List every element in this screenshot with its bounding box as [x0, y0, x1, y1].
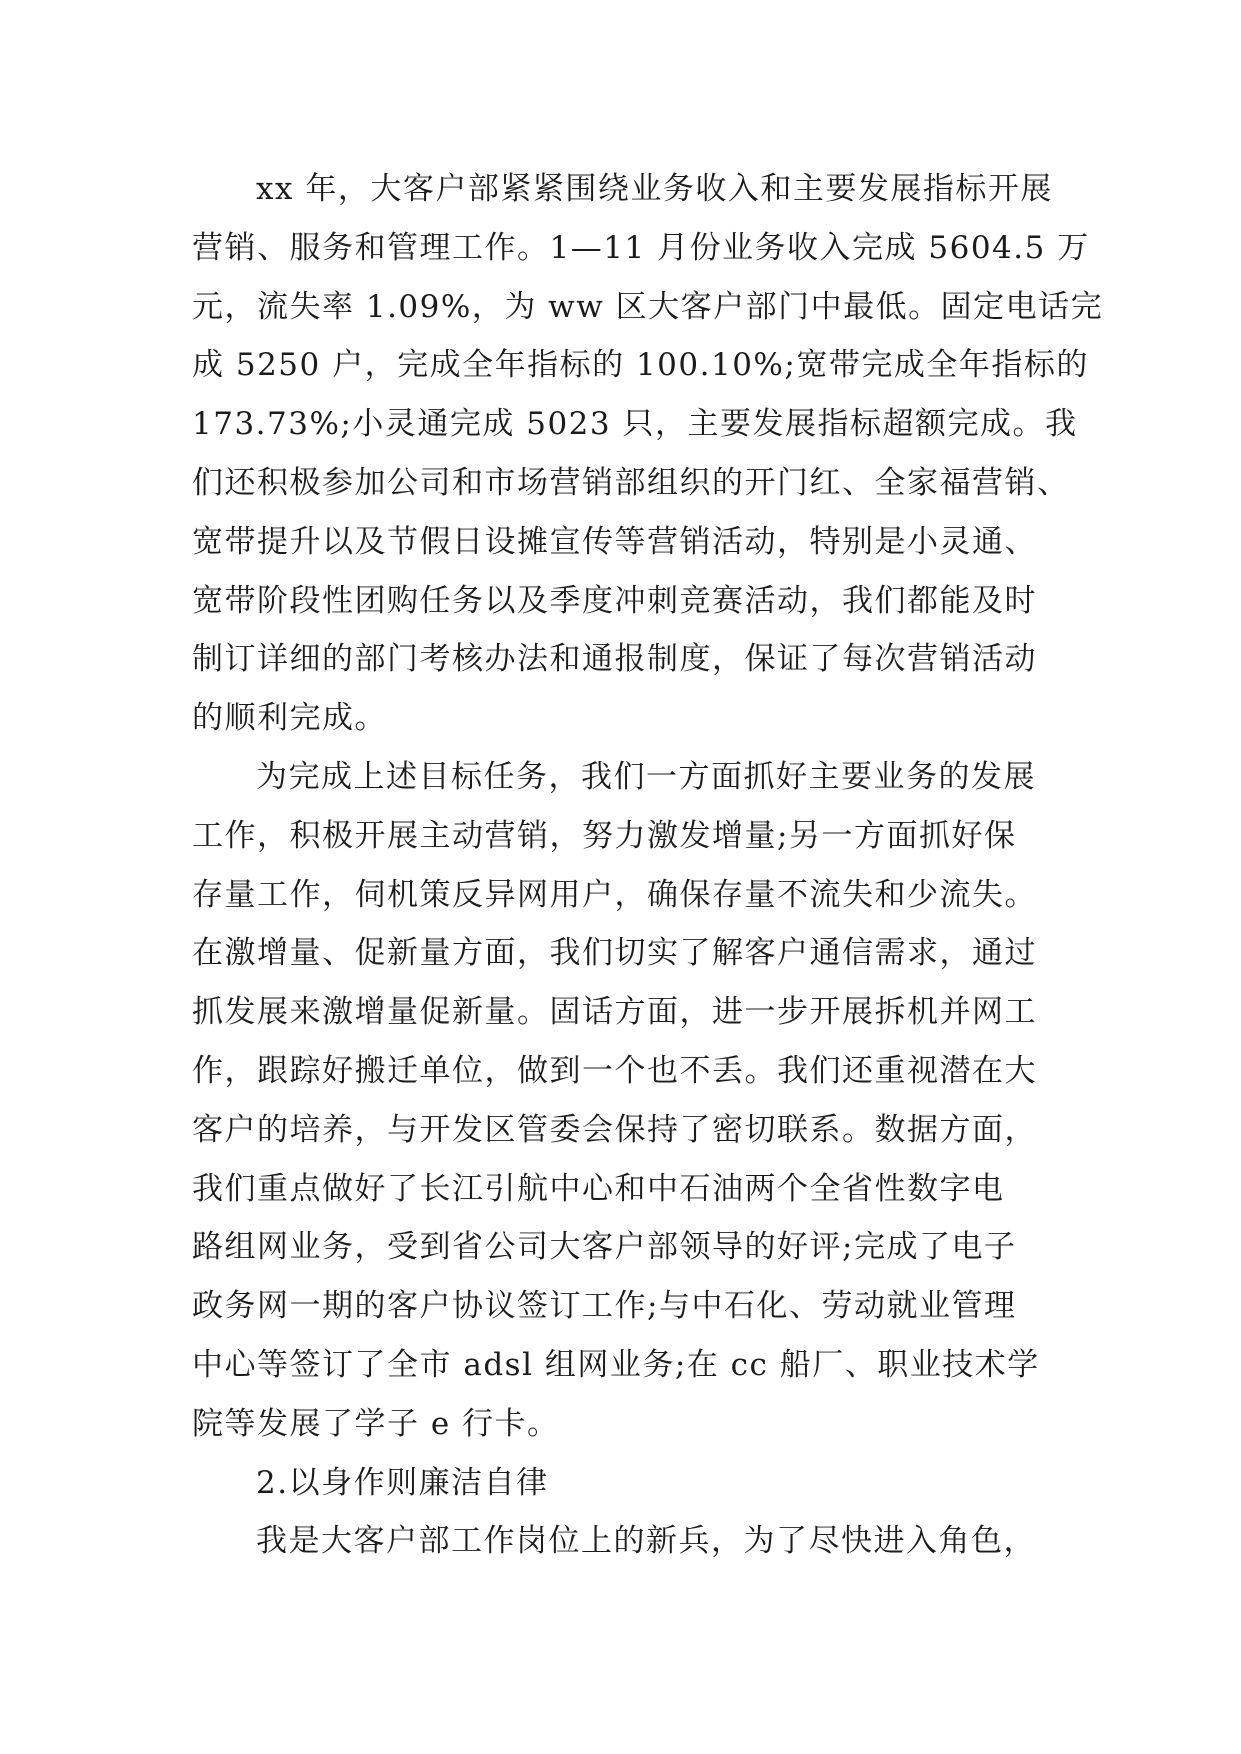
paragraph-line: 院等发展了学子 e 行卡。	[192, 1405, 560, 1442]
paragraph-line: 元，流失率 1.09%，为 ww 区大客户部门中最低。固定电话完	[192, 288, 1104, 325]
paragraph-line: 作，跟踪好搬迁单位，做到一个也不丢。我们还重视潜在大	[192, 1052, 1037, 1089]
paragraph-line: 的顺利完成。	[192, 700, 387, 737]
paragraph-line: 宽带阶段性团购任务以及季度冲刺竞赛活动，我们都能及时	[192, 582, 1037, 619]
paragraph-line: 为完成上述目标任务，我们一方面抓好主要业务的发展	[256, 758, 1036, 795]
paragraph-line: 抓发展来激增量促新量。固话方面，进一步开展拆机并网工	[192, 994, 1037, 1031]
paragraph-line: 制订详细的部门考核办法和通报制度，保证了每次营销活动	[192, 641, 1037, 678]
paragraph-line: xx 年，大客户部紧紧围绕业务收入和主要发展指标开展	[256, 171, 1053, 207]
paragraph-line: 173.73%;小灵通完成 5023 只，主要发展指标超额完成。我	[192, 406, 1078, 443]
paragraph-line: 存量工作，伺机策反异网用户，确保存量不流失和少流失。	[192, 876, 1037, 913]
paragraph-line: 工作，积极开展主动营销，努力激发增量;另一方面抓好保	[192, 817, 1017, 854]
paragraph-line: 营销、服务和管理工作。1—11 月份业务收入完成 5604.5 万	[192, 229, 1090, 266]
paragraph-line: 中心等签订了全市 adsl 组网业务;在 cc 船厂、职业技术学	[192, 1346, 1040, 1383]
paragraph-line: 在激增量、促新量方面，我们切实了解客户通信需求，通过	[192, 935, 1037, 972]
paragraph-line: 们还积极参加公司和市场营销部组织的开门红、全家福营销、	[192, 464, 1070, 501]
section-heading: 2.以身作则廉洁自律	[256, 1464, 549, 1501]
paragraph-line: 宽带提升以及节假日设摊宣传等营销活动，特别是小灵通、	[192, 523, 1037, 560]
paragraph-line: 政务网一期的客户协议签订工作;与中石化、劳动就业管理	[192, 1288, 1017, 1325]
paragraph-line: 路组网业务，受到省公司大客户部领导的好评;完成了电子	[192, 1229, 1017, 1266]
paragraph-line: 我是大客户部工作岗位上的新兵，为了尽快进入角色，	[256, 1523, 1036, 1560]
paragraph-line: 成 5250 户，完成全年指标的 100.10%;宽带完成全年指标的	[192, 347, 1089, 384]
document-body	[192, 160, 1104, 1571]
paragraph-line: 我们重点做好了长江引航中心和中石油两个全省性数字电	[192, 1170, 1005, 1207]
paragraph-line: 客户的培养，与开发区管委会保持了密切联系。数据方面，	[192, 1111, 1037, 1148]
